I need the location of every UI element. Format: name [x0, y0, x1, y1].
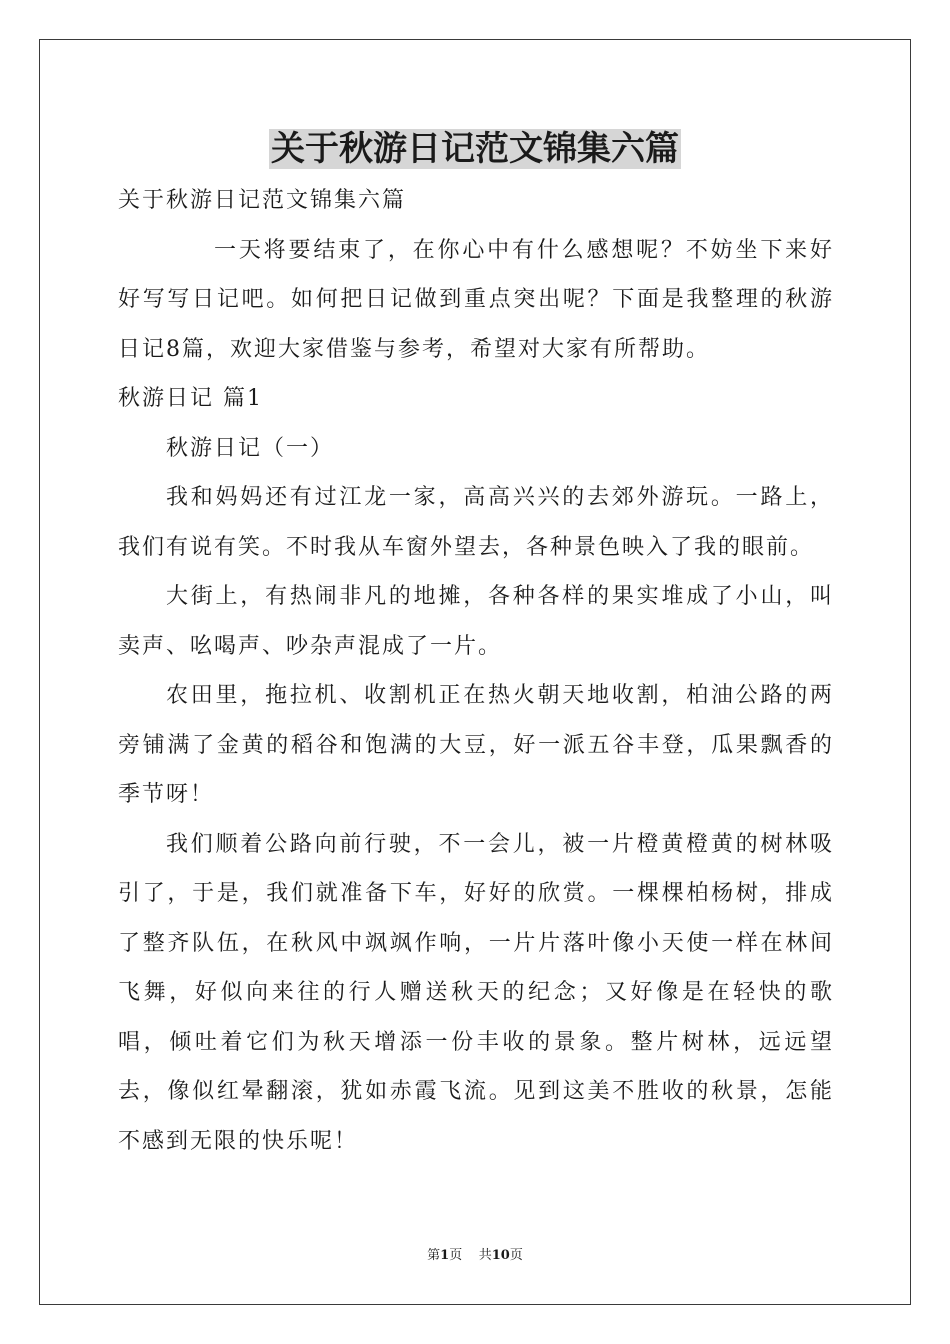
document-title-text: 关于秋游日记范文锦集六篇	[271, 129, 679, 169]
footer-page-number: 1	[440, 1248, 450, 1263]
footer-page-prefix: 第	[427, 1248, 441, 1263]
footer-total-prefix: 共	[478, 1248, 492, 1263]
footer-page-suffix: 页	[449, 1248, 463, 1263]
body-paragraph: 我和妈妈还有过江龙一家，高高兴兴的去郊外游玩。一路上，我们有说有笑。不时我从车窗外望去，各种景色映入了我的眼前。	[118, 485, 834, 560]
sub-heading: 秋游日记（一）	[166, 435, 335, 461]
document-body	[118, 176, 834, 1166]
document-subtitle: 关于秋游日记范文锦集六篇	[118, 188, 407, 213]
document-title	[0, 125, 950, 173]
body-paragraph: 农田里，拖拉机、收割机正在热火朝天地收割，柏油公路的两旁铺满了金黄的稻谷和饱满的大豆，好一派五谷丰登，瓜果飘香的季节呀！	[118, 683, 834, 807]
section-heading: 秋游日记 篇1	[118, 386, 263, 411]
page-footer	[0, 1247, 950, 1265]
footer-total-number: 10	[491, 1248, 510, 1263]
body-paragraph: 大街上，有热闹非凡的地摊，各种各样的果实堆成了小山，叫卖声、吆喝声、吵杂声混成了一片。	[118, 584, 834, 659]
footer-total-suffix: 页	[509, 1248, 523, 1263]
body-paragraph: 我们顺着公路向前行驶，不一会儿，被一片橙黄橙黄的树林吸引了，于是，我们就准备下车，好好的欣赏。一棵棵柏杨树，排成了整齐队伍，在秋风中飒飒作响，一片片落叶像小天使一样在林间飞舞，好似向来往的行人赠送秋天的纪念；又好像是在轻快的歌唱，倾吐着它们为秋天增添一份丰收的景象。整片树林，远远望去，像似红晕翻滚，犹如赤霞飞流。见到这美不胜收的秋景，怎能不感到无限的快乐呢！	[118, 831, 834, 1154]
intro-paragraph: 一天将要结束了，在你心中有什么感想呢？不妨坐下来好好写写日记吧。如何把日记做到重点突出呢？下面是我整理的秋游日记8篇，欢迎大家借鉴与参考，希望对大家有所帮助。	[118, 237, 834, 362]
